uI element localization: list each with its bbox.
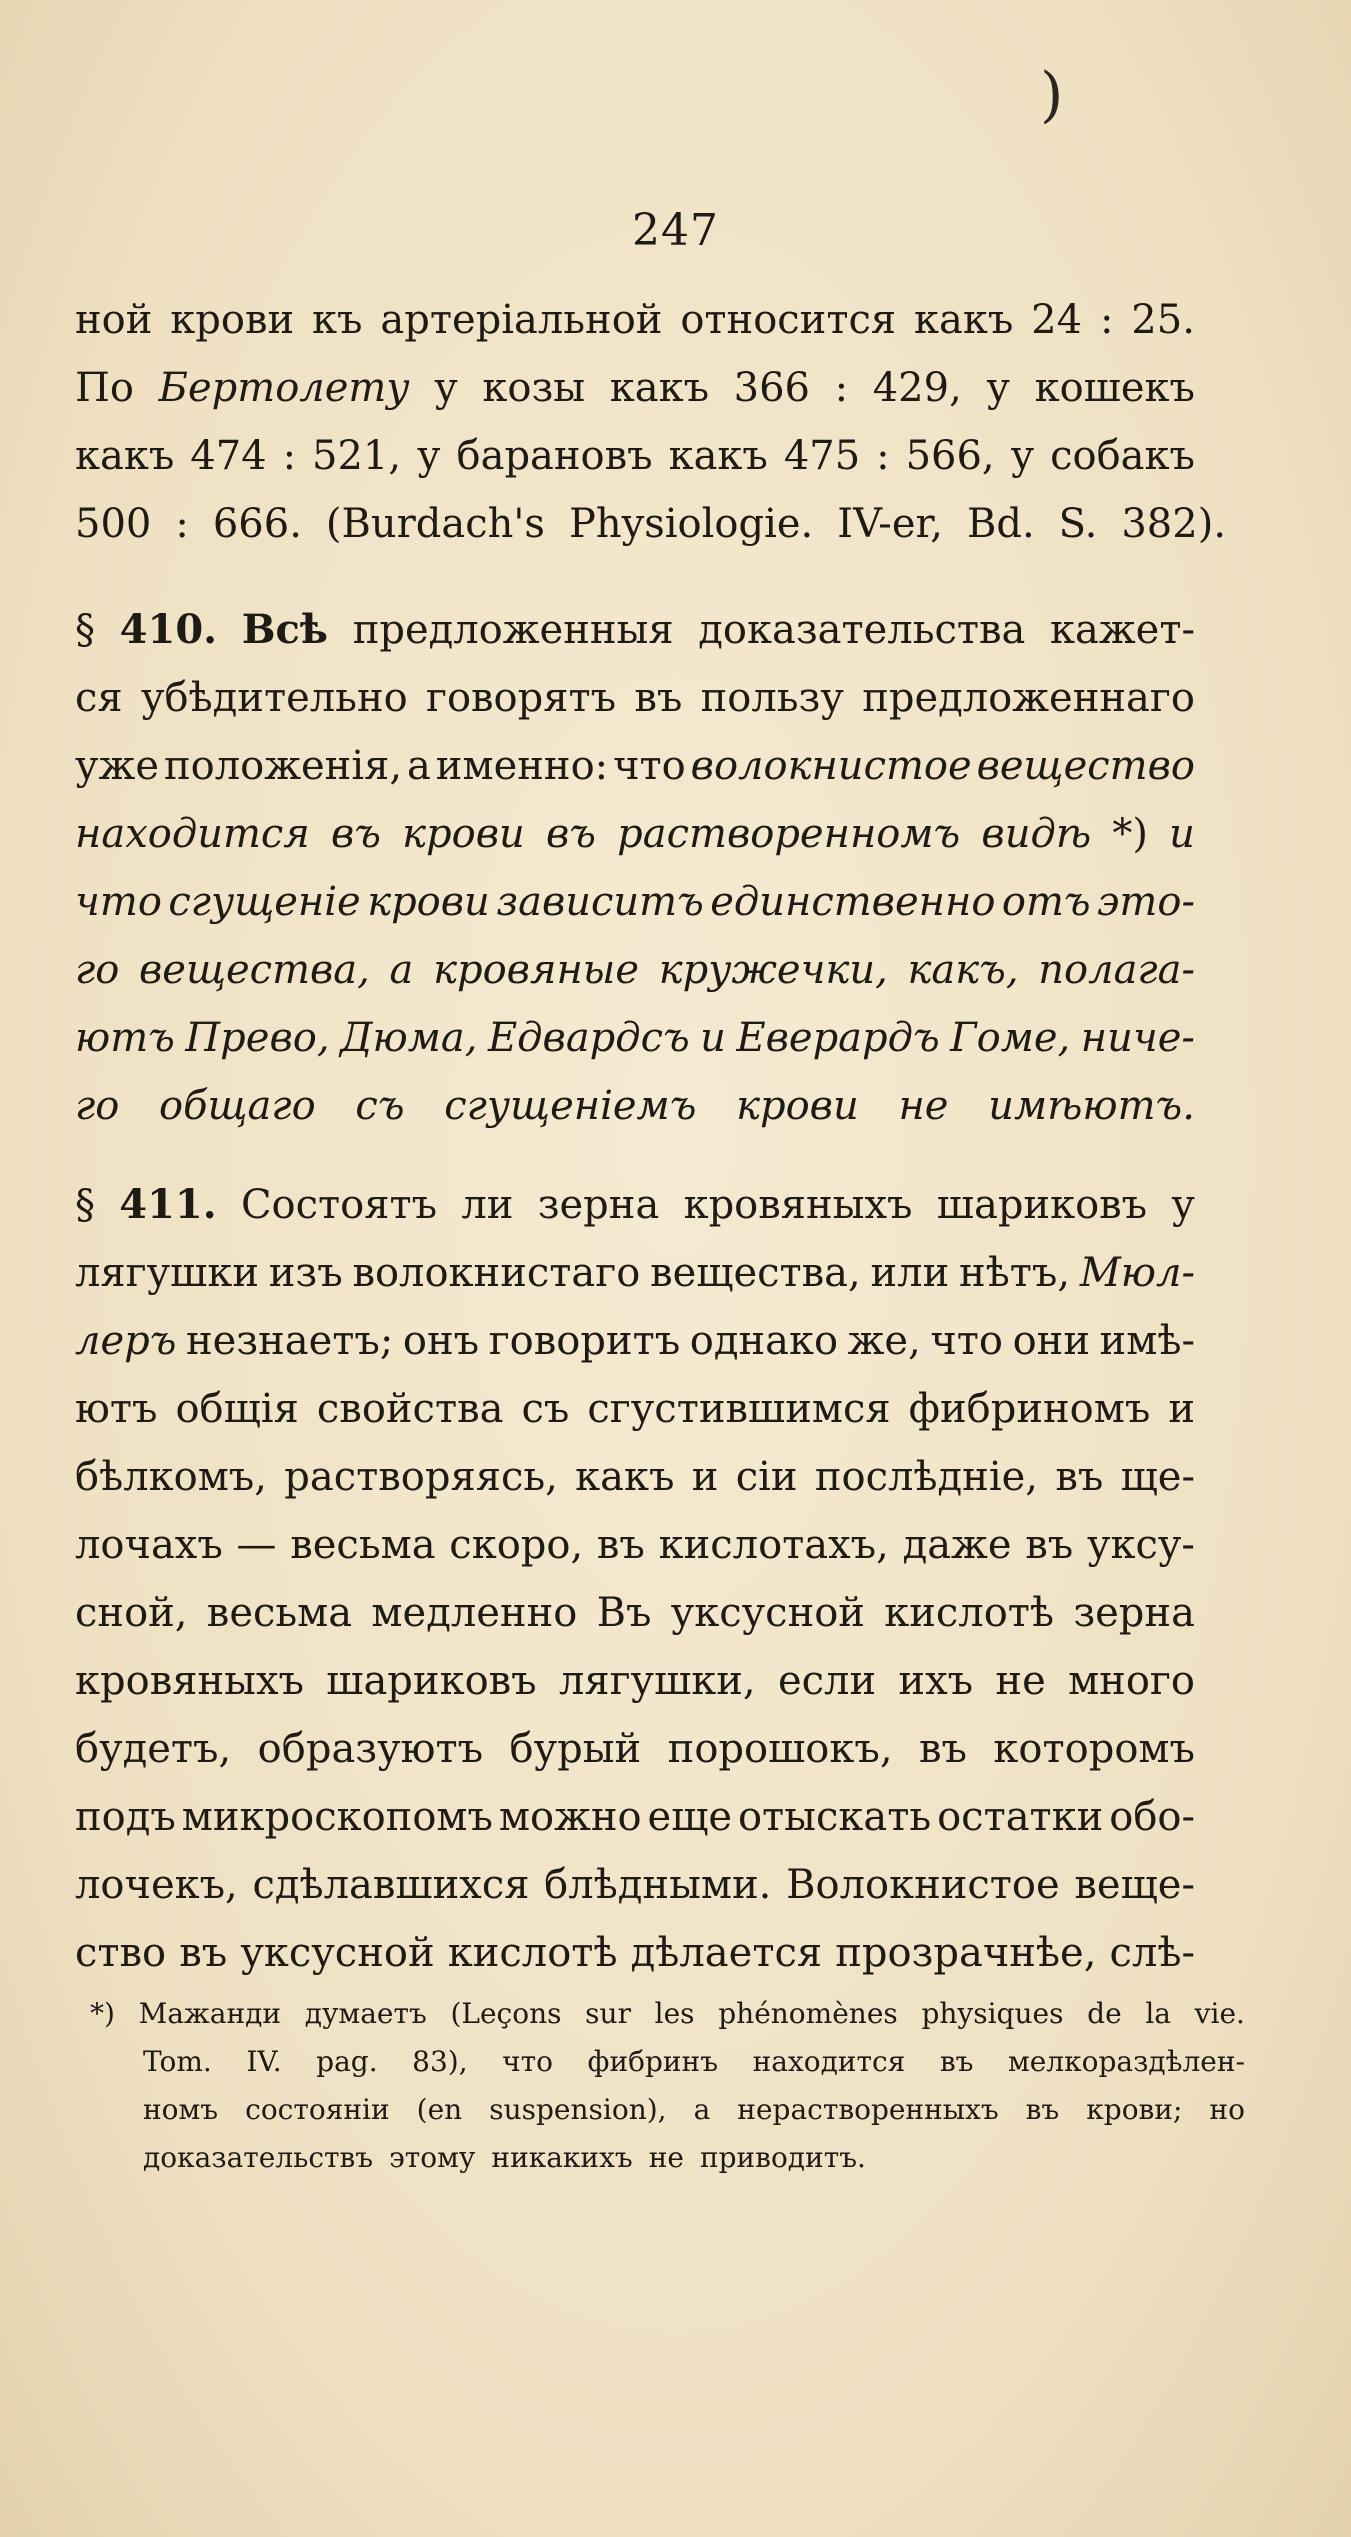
text-line: [75, 1243, 1195, 1303]
word: волокнистое: [690, 743, 972, 789]
word: нѣтъ,: [959, 1250, 1071, 1296]
footnote-word: sur: [585, 1997, 631, 2030]
word: отыскать: [737, 1794, 932, 1840]
word: :: [876, 433, 890, 479]
text-line: [75, 1175, 1195, 1235]
word: артеріальной: [380, 297, 663, 343]
word: доказательства: [698, 607, 1026, 653]
text-line: [75, 1855, 1195, 1915]
word: въ: [1055, 1454, 1104, 1500]
word: Physiologie.: [568, 501, 814, 547]
footnote-line: [90, 1990, 1245, 2038]
word: ютъ: [75, 1015, 175, 1061]
page-number: 247: [632, 205, 719, 256]
word: какъ: [668, 433, 768, 479]
footnote-word: что: [502, 2045, 553, 2078]
word: слѣ-: [1109, 1930, 1195, 1976]
word: отъ: [1001, 879, 1091, 925]
word: общаго: [159, 1083, 316, 1129]
word: кислотахъ,: [658, 1522, 889, 1568]
word: весьма: [290, 1522, 436, 1568]
text-line: [75, 736, 1195, 796]
footnote-word: phénomènes: [718, 1997, 898, 2030]
word: съ: [521, 1386, 570, 1432]
footnote-word: приводитъ.: [699, 2141, 866, 2174]
footnote-word: номъ: [143, 2093, 219, 2126]
word: зерна: [1073, 1590, 1195, 1636]
word: волокнистаго: [352, 1250, 641, 1296]
word: микроскопомъ: [181, 1794, 493, 1840]
word: крови: [170, 297, 295, 343]
footnote-word: мелкораздѣлен-: [1007, 2045, 1245, 2078]
word: барановъ: [456, 433, 653, 479]
word: Прево,: [185, 1015, 330, 1061]
word: зависитъ: [496, 879, 704, 925]
word: подъ: [75, 1794, 176, 1840]
word: лочекъ,: [75, 1862, 238, 1908]
word: растворенномъ: [617, 811, 961, 857]
word: 474: [190, 433, 267, 479]
word: Дюма,: [340, 1015, 478, 1061]
text-line: [75, 1076, 1195, 1136]
footnote-word: Мажанди: [138, 1997, 282, 2030]
word: и: [691, 1454, 719, 1500]
text-line: [75, 1447, 1195, 1507]
word: имѣ-: [1099, 1318, 1195, 1364]
footnote-word: (Leçons: [450, 1997, 562, 2030]
word: сдѣлавшихся: [252, 1862, 530, 1908]
word: видѣ: [981, 811, 1092, 857]
word: 382).: [1121, 501, 1227, 547]
word: къ: [312, 297, 363, 343]
footnote-word: но: [1209, 2093, 1245, 2126]
text-line: [75, 1583, 1195, 1643]
word: обо-: [1109, 1794, 1195, 1840]
word: находится: [75, 811, 310, 857]
word: 666.: [212, 501, 302, 547]
footnote-word: не: [648, 2141, 684, 2174]
word: въ: [634, 675, 683, 721]
word: можно: [498, 1794, 642, 1840]
word: какъ: [913, 297, 1014, 343]
word: что: [75, 879, 162, 925]
footnote-word: фибринъ: [587, 2045, 719, 2078]
word: Всѣ: [241, 606, 329, 653]
word: го: [75, 947, 120, 993]
footnote-word: *): [90, 1997, 115, 2030]
footnote-word: suspension),: [489, 2093, 667, 2126]
word: бѣлкомъ,: [75, 1454, 267, 1500]
footnote-word: доказательствъ: [143, 2141, 374, 2174]
word: въ: [330, 811, 381, 857]
word: ной: [75, 297, 153, 343]
footnote-word: никакихъ: [491, 2141, 633, 2174]
word: 24: [1031, 297, 1083, 343]
word: уксусной: [670, 1590, 865, 1636]
text-line: [75, 940, 1195, 1000]
word: уксу-: [1086, 1522, 1195, 1568]
word: что: [613, 743, 686, 789]
footnote-word: Tom.: [143, 2045, 212, 2078]
word: крови: [367, 879, 490, 925]
word: онъ: [402, 1318, 480, 1364]
footnote-word: IV.: [246, 2045, 282, 2078]
word: ютъ: [75, 1386, 158, 1432]
word: Гоме,: [950, 1015, 1071, 1061]
word: Еверардъ: [736, 1015, 940, 1061]
word: бурый: [509, 1726, 642, 1772]
word: какъ: [609, 365, 710, 411]
word: сгущеніе: [168, 879, 361, 925]
word: 411.: [119, 1181, 217, 1228]
footnote-line: [143, 2134, 1245, 2182]
word: вещества,: [650, 1250, 861, 1296]
word: изъ: [268, 1250, 343, 1296]
word: кружечки,: [658, 947, 888, 993]
footnote-word: состояніи: [245, 2093, 390, 2126]
word: 500: [75, 501, 152, 547]
word: какъ: [575, 1454, 675, 1500]
text-line: [75, 1651, 1195, 1711]
text-line: [75, 872, 1195, 932]
word: у: [986, 365, 1010, 411]
footnote-word: въ: [939, 2045, 974, 2078]
word: единственно: [710, 879, 996, 925]
footnote-line: [143, 2086, 1245, 2134]
word: :: [282, 433, 297, 479]
word: Въ: [596, 1590, 652, 1636]
word: дѣлается: [630, 1930, 823, 1976]
word: шариковъ: [326, 1658, 537, 1704]
footnote-word: думаетъ: [304, 1997, 427, 2030]
word: По: [75, 365, 134, 411]
corner-mark: ): [1040, 60, 1064, 130]
word: у: [434, 365, 458, 411]
word: убѣдительно: [140, 675, 408, 721]
word: блѣдными.: [544, 1862, 772, 1908]
footnote-word: la: [1145, 1997, 1171, 2030]
word: въ: [1025, 1522, 1074, 1568]
word: кошекъ: [1034, 365, 1195, 411]
word: фибриномъ: [908, 1386, 1151, 1432]
word: :: [834, 365, 849, 411]
word: кровяныхъ: [683, 1182, 913, 1228]
footnote-word: (en: [416, 2093, 463, 2126]
word: кислотѣ: [884, 1590, 1055, 1636]
word: вещество: [976, 743, 1195, 789]
text-line: [75, 1008, 1195, 1068]
word: 566,: [905, 433, 995, 479]
text-line: [75, 1311, 1195, 1371]
word: они: [1012, 1318, 1090, 1364]
word: а: [407, 743, 431, 789]
word: предложенныя: [352, 607, 674, 653]
word: веще-: [1074, 1862, 1195, 1908]
word: (Burdach's: [325, 501, 545, 547]
word: сной,: [75, 1590, 188, 1636]
text-line: [75, 494, 1227, 554]
word: кровяные: [433, 947, 640, 993]
word: Бертолету: [158, 365, 410, 411]
word: ли: [461, 1182, 514, 1228]
word: даже: [902, 1522, 1012, 1568]
word: однако: [689, 1318, 839, 1364]
word: кровяныхъ: [75, 1658, 304, 1704]
word: не: [995, 1658, 1046, 1704]
word: сгустившимся: [587, 1386, 891, 1432]
word: это-: [1097, 879, 1195, 925]
word: медленно: [371, 1590, 578, 1636]
word: лочахъ: [75, 1522, 223, 1568]
word: у: [1010, 433, 1035, 479]
word: еще: [647, 1794, 733, 1840]
footnote-word: 83),: [412, 2045, 468, 2078]
word: скоро,: [449, 1522, 584, 1568]
word: го: [75, 1083, 120, 1129]
word: говоритъ: [488, 1318, 681, 1364]
word: S.: [1058, 501, 1098, 547]
word: Bd.: [966, 501, 1035, 547]
text-line: [75, 804, 1195, 864]
text-line: [75, 1923, 1195, 1983]
word: Мюл-: [1079, 1250, 1195, 1296]
word: много: [1068, 1658, 1195, 1704]
word: какъ: [75, 433, 175, 479]
footnote-word: les: [654, 1997, 695, 2030]
word: 366: [733, 365, 810, 411]
footnote-word: vie.: [1194, 1997, 1245, 2030]
text-line: [75, 426, 1195, 486]
word: а: [389, 947, 414, 993]
footnote-word: нерастворенныхъ: [737, 2093, 999, 2126]
word: если: [777, 1658, 877, 1704]
word: будетъ,: [75, 1726, 232, 1772]
word: въ: [546, 811, 596, 857]
word: или: [870, 1250, 950, 1296]
word: порошокъ,: [667, 1726, 893, 1772]
word: 521,: [312, 433, 402, 479]
word: уже: [75, 743, 160, 789]
text-line: [75, 290, 1195, 350]
word: лягушки,: [558, 1658, 756, 1704]
word: остатки: [937, 1794, 1104, 1840]
word: незнаетъ;: [185, 1318, 394, 1364]
word: растворяясь,: [284, 1454, 558, 1500]
word: ще-: [1120, 1454, 1195, 1500]
word: послѣдніе,: [814, 1454, 1039, 1500]
word: *): [1112, 811, 1148, 857]
word: именно:: [435, 743, 609, 789]
word: IV-er,: [837, 501, 943, 547]
word: же,: [847, 1318, 921, 1364]
word: какъ,: [907, 947, 1019, 993]
word: пользу: [700, 675, 844, 721]
word: говорятъ: [426, 675, 617, 721]
word: крови: [402, 811, 525, 857]
text-line: [75, 358, 1195, 418]
word: §: [75, 1182, 95, 1228]
word: не: [898, 1083, 949, 1129]
word: у: [1171, 1182, 1195, 1228]
word: въ: [179, 1930, 228, 1976]
word: лягушки: [75, 1250, 259, 1296]
word: 429,: [872, 365, 962, 411]
word: собакъ: [1050, 433, 1195, 479]
word: весьма: [206, 1590, 353, 1636]
word: ниче-: [1080, 1015, 1195, 1061]
footnote-word: этому: [389, 2141, 476, 2174]
word: кажет-: [1050, 607, 1195, 653]
word: и: [1169, 811, 1195, 857]
footnote-word: de: [1087, 1997, 1122, 2030]
word: общія: [175, 1386, 299, 1432]
word: предложеннаго: [862, 675, 1195, 721]
word: свойства: [316, 1386, 504, 1432]
footnote-line: [143, 2038, 1245, 2086]
word: образуютъ: [257, 1726, 484, 1772]
word: сіи: [735, 1454, 798, 1500]
word: §: [75, 607, 95, 653]
text-line: [75, 600, 1195, 660]
word: и: [700, 1015, 726, 1061]
word: леръ: [75, 1318, 177, 1364]
text-line: [75, 1379, 1195, 1439]
word: :: [175, 501, 189, 547]
word: что: [930, 1318, 1004, 1364]
footnote-word: pag.: [316, 2045, 378, 2078]
word: съ: [355, 1083, 405, 1129]
word: положенія,: [163, 743, 403, 789]
word: у: [417, 433, 441, 479]
word: Состоятъ: [240, 1182, 438, 1228]
word: уксусной: [240, 1930, 435, 1976]
text-line: [75, 1719, 1195, 1779]
word: зерна: [537, 1182, 660, 1228]
text-line: [75, 1515, 1195, 1575]
word: ихъ: [898, 1658, 974, 1704]
word: 410.: [119, 606, 218, 653]
footnote-word: а: [693, 2093, 711, 2126]
word: 25.: [1131, 297, 1195, 343]
footnote-word: physiques: [921, 1997, 1064, 2030]
footnote-word: въ: [1025, 2093, 1060, 2126]
word: полага-: [1038, 947, 1195, 993]
word: 475: [783, 433, 861, 479]
word: вещества,: [139, 947, 370, 993]
word: прозрачнѣе,: [835, 1930, 1097, 1976]
word: сгущеніемъ: [444, 1083, 697, 1129]
text-line: [75, 1787, 1195, 1847]
word: :: [1099, 297, 1114, 343]
word: въ: [596, 1522, 645, 1568]
text-line: [75, 668, 1195, 728]
word: Волокнистое: [786, 1862, 1060, 1908]
word: ся: [75, 675, 123, 721]
word: и: [1168, 1386, 1195, 1432]
word: которомъ: [993, 1726, 1195, 1772]
word: шариковъ: [936, 1182, 1148, 1228]
word: имѣютъ.: [988, 1083, 1195, 1129]
word: Едвардсъ: [487, 1015, 690, 1061]
word: кислотѣ: [447, 1930, 618, 1976]
word: крови: [736, 1083, 859, 1129]
word: —: [236, 1522, 277, 1568]
word: относится: [680, 297, 897, 343]
word: въ: [919, 1726, 967, 1772]
footnote-word: находится: [752, 2045, 906, 2078]
word: козы: [482, 365, 586, 411]
footnote-word: крови;: [1086, 2093, 1183, 2126]
word: ство: [75, 1930, 167, 1976]
